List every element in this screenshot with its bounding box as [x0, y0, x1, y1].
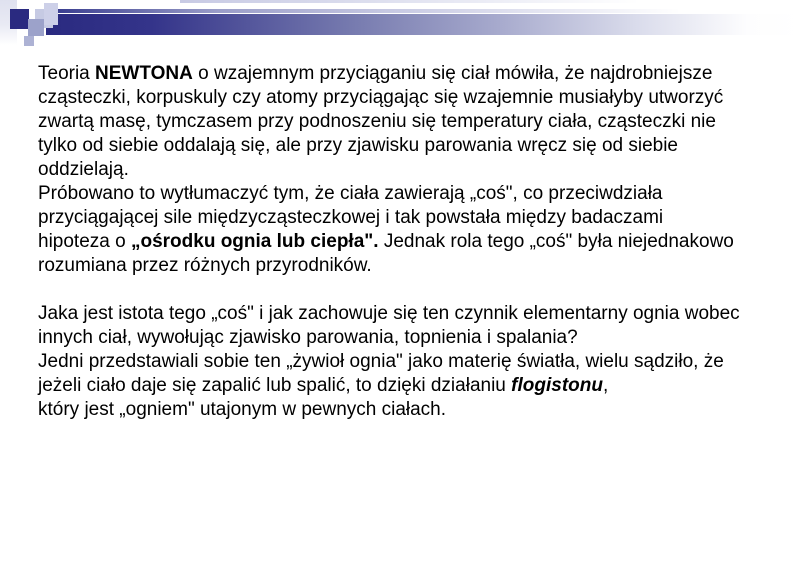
text-run: innych ciał, wywołując zjawisko parowania, topnienia i spalania? — [38, 327, 578, 348]
text-run: rozumiana przez różnych przyrodników. — [38, 255, 372, 276]
text-run: zwartą masę, tymczasem przy podnoszeniu się temperatury ciała, cząsteczki nie — [38, 111, 716, 132]
decor-pixel-square-dark — [10, 9, 29, 29]
decor-thin-line — [57, 9, 790, 13]
text-run: o wzajemnym przyciąganiu się ciał mówiła, że najdrobniejsze — [192, 63, 713, 84]
text-run: oddzielają. — [38, 159, 129, 180]
text-line — [38, 206, 798, 230]
text-line — [38, 62, 798, 86]
text-line — [38, 302, 798, 326]
text-line — [38, 374, 798, 398]
text-line — [38, 134, 798, 158]
text-line — [38, 230, 798, 254]
decor-gradient-bar — [46, 14, 800, 35]
text-run: Teoria — [38, 63, 96, 84]
text-run: Jednak rola tego „coś" była niejednakowo — [378, 231, 734, 252]
text-line — [38, 158, 798, 182]
text-run: Próbowano to wytłumaczyć tym, że ciała zawierają „coś", co przeciwdziała — [38, 183, 663, 204]
emphasized-text-run: NEWTONA — [95, 63, 193, 84]
text-run: przyciągającej sile międzycząsteczkowej i tak powstała między badaczami — [38, 207, 664, 228]
decor-pixel-square-medium — [28, 19, 44, 36]
decor-pixel-square-overlay — [44, 3, 58, 25]
text-line — [38, 254, 798, 278]
text-line — [38, 398, 798, 422]
text-run: cząsteczki, korpuskuly czy atomy przyciągając się wzajemnie musiałyby utworzyć — [38, 87, 724, 108]
decor-pixel-square-small — [24, 36, 34, 46]
text-run: Jedni przedstawiali sobie ten „żywioł ognia" jako materię światła, wielu sądziło, że — [38, 351, 724, 372]
slide-body-text — [38, 62, 798, 422]
emphasized-text-run: flogistonu — [511, 375, 603, 396]
decor-top-faint-line — [180, 0, 792, 3]
emphasized-text-run: „ośrodku ognia lub ciepła". — [130, 231, 379, 252]
text-line — [38, 350, 798, 374]
text-run: , — [602, 375, 609, 396]
text-line — [38, 86, 798, 110]
text-run: tylko od siebie oddalają się, ale przy zjawisku parowania wręcz się od siebie — [38, 135, 678, 156]
text-run: hipoteza o — [38, 231, 131, 252]
text-line — [38, 182, 798, 206]
text-run: który jest „ogniem" utajonym w pewnych ciałach. — [38, 399, 447, 420]
text-line — [38, 326, 798, 350]
text-line — [38, 278, 798, 302]
text-run: Jaka jest istota tego „coś" i jak zachowuje się ten czynnik elementarny ognia wobec — [38, 303, 740, 324]
text-run: jeżeli ciało daje się zapalić lub spalić, to dzięki działaniu — [38, 375, 512, 396]
text-line — [38, 110, 798, 134]
